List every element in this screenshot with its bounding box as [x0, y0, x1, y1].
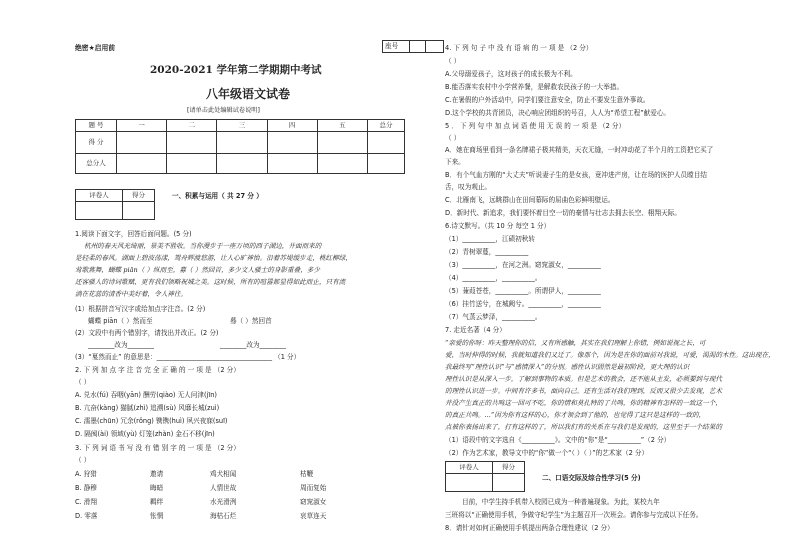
q7-passage-line: 爱，当时伸得的时候，我就知道我们又迁了。像那个，因为是在你的面前对我说，可爱，渴渴的木性。这出现在，	[445, 351, 775, 359]
grader-cell[interactable]	[122, 202, 154, 220]
q1-sub2-blank-b[interactable]: ________改为________	[220, 341, 286, 349]
score-header: 五	[317, 120, 367, 132]
score-cell[interactable]	[167, 154, 217, 174]
grader-table-1	[75, 189, 155, 220]
seat-label: 座号	[385, 42, 399, 50]
q1-sub3[interactable]: (3）“戛然而止” 的意思是：___________________________________ （1 分）	[75, 353, 301, 361]
q3-word: B. 静穆	[75, 484, 97, 492]
q5-option-cont: 舌，叹为观止。	[445, 183, 492, 191]
q7-passage-line: 的理性认识进一步。中间有许多书，面向自己。还有生活对我们理到，反而又很少去发现，艺术	[445, 387, 722, 395]
q1-sub2: (2）文段中有两个错别字，请找出并改正。(2 分)	[75, 329, 219, 337]
q5-stem: 5 ． 下 列 句 中 加 点 词 语 使 用 无 误 的 一 项 是 （2 分）	[445, 122, 626, 130]
score-cell[interactable]	[117, 132, 167, 154]
q2-option[interactable]: A. 兑水(fú) 吞咽(yān) 酬劳(qiào) 无人问津(jīn)	[75, 391, 217, 399]
q3-word: 窈窕淑女	[300, 498, 327, 506]
q5-option-cont: 下来。	[445, 158, 465, 166]
grader-cell[interactable]	[492, 474, 524, 492]
q1-passage-line: 还客骚人的诗词歌赋，更有我们领略祝城之美。这时候，所有的喧嚣都显得如此而止，只有流	[75, 278, 346, 286]
score-cell[interactable]	[117, 154, 167, 174]
q7-sub2[interactable]: （2）作为艺术家，教导文中的“你”做一个“（ ）（ ）”的艺术家（2 分）	[445, 449, 649, 457]
q6-line[interactable]: （2）青树翠蔓，__________	[445, 248, 529, 256]
q1-passage-line: 是轻柔的春风。湖面上碧波荡漾，鸳舟辉渡悠游，让人心旷神怡。沿着苏堤缓步走，桃红柳绿，	[75, 254, 352, 262]
q3-answer-paren[interactable]: （ ）	[75, 456, 91, 464]
score-header: 二	[167, 120, 217, 132]
q4-option[interactable]: B.能否落实农村中小学营养餐，是解救农民孩子的一大举措。	[445, 83, 624, 91]
score-cell[interactable]	[368, 154, 405, 174]
seat-box[interactable]	[382, 40, 444, 53]
q4-option[interactable]: A.父母溺爱孩子，这对孩子的成长极为不利。	[445, 70, 577, 78]
grader-table-2	[445, 461, 525, 492]
score-row-label: 总分人	[76, 154, 117, 174]
q7-sub1[interactable]: （1）语段中的文字选自《__________》。文中的“你”是“__________”（2 分）	[445, 436, 671, 444]
q8-stem: 8．请针对如何正确使用手机提出两条合理性建议（2 分）	[445, 524, 614, 532]
q6-line[interactable]: （3）__________，在河之洲。窈窕淑女，__________	[445, 261, 601, 269]
q3-word: 鸡犬相闻	[210, 470, 237, 478]
q6-stem: 6.诗文默写。（共 10 分 每空 1 分）	[445, 222, 551, 230]
score-table	[75, 119, 405, 174]
q4-option[interactable]: C.在暑假的户外活动中，同学们要注意安全，防止不要发生意外事故。	[445, 96, 650, 104]
q1-sub1: (1）根据拼音写汉字或给加点字注音。(2 分)	[75, 305, 206, 313]
q1-passage-line: 莺歌燕舞，蝴蝶 piān（ ）纵而至，募（ ）然回首，多少文人骚士的身影重叠，多少	[75, 266, 320, 274]
q5-option[interactable]: B．有个气血方刚的“大丈夫”听说妻子生的是女孩，竟冲进产房，让在场的医护人员瞠目结	[445, 171, 707, 179]
score-header: 题 号	[76, 120, 117, 132]
score-cell[interactable]	[317, 132, 367, 154]
q3-word: 邀请	[150, 470, 164, 478]
section2-heading: 二、口语交际及综合性学习(5 分)	[542, 474, 641, 482]
q3-word: 人情世故	[210, 484, 237, 492]
q5-option[interactable]: A．她在商场里看到一条名牌裙子极其精美，天衣无缝，一时冲动花了半个月的工资把它买了	[445, 146, 714, 154]
q6-line[interactable]: （5）蒹葭苍苍，__________。所谓伊人，__________	[445, 287, 601, 295]
score-header: 一	[117, 120, 167, 132]
q7-passage-line: 理性认识是从深入一步，了解到事物的本质。但是艺术的教会，还不能从主发，必须要到与现代	[445, 375, 722, 383]
q5-option[interactable]: D．新时代、新追求，我们要怀着目空一切的豪情与壮志去拥去长空、栩翔天际。	[445, 209, 681, 217]
exam-title: 2020-2021 学年第二学期期中考试	[150, 64, 322, 76]
q6-line[interactable]: （6）挂竹送兮，在城阙兮。__________，__________	[445, 300, 601, 308]
q1-sub1-blank-b[interactable]: 蓦（ ）然回首	[230, 317, 272, 325]
grader-score-label: 得分	[122, 190, 154, 202]
q2-answer-paren[interactable]: （ ）	[75, 378, 91, 386]
score-cell[interactable]	[217, 154, 267, 174]
q7-passage-line: 我最终写“理性认识”与“感情深入”的分别。感性认识固然是最初阶段，更大理的认识	[445, 363, 690, 371]
q3-word: 海枯石烂	[210, 512, 237, 520]
q3-word: A. 狩猎	[75, 470, 97, 478]
q2-stem: 2. 下 列 加 点 字 注 音 完 全 正 确 的 一 项 是 （2 分）	[75, 366, 240, 374]
q4-answer-paren[interactable]: （ ）	[445, 57, 461, 65]
q1-sub2-blank-a[interactable]: ________改为________	[88, 341, 154, 349]
exam-note[interactable]: [请单击此处编辑试卷说明]	[187, 107, 260, 114]
secret-label: 绝密★启用前	[75, 44, 116, 52]
q6-line[interactable]: （7）气蒸云梦泽，__________。	[445, 313, 542, 321]
q8-context-line: 目前，中学生持手机带入校园已成为一种普遍现象。为此，某校九年	[462, 498, 660, 506]
exam-subtitle: 八年级语文试卷	[206, 87, 291, 101]
score-cell[interactable]	[267, 132, 317, 154]
score-cell[interactable]	[368, 132, 405, 154]
q6-line[interactable]: （1）__________，江碛初秋转	[445, 235, 535, 243]
q3-word: 水光滑洌	[210, 498, 237, 506]
q4-stem: 4. 下 列 句 子 中 没 有 语 病 的 一 项 是 （2 分）	[445, 44, 593, 52]
section1-heading: 一、积累与运用（ 共 27 分 ）	[172, 192, 263, 200]
score-cell[interactable]	[217, 132, 267, 154]
q7-passage-line: 点被你表扬出来了，打有这样的了，所以我们有的关系在与我们是发现的，这里至于一个结果的	[445, 423, 722, 431]
grader-cell[interactable]	[446, 474, 493, 492]
q7-intro: 7. 走近名著（4 分）	[445, 326, 506, 334]
q7-passage-line: “亲爱的你呀：昨天整理你的信，又有所感触，其实在我们理解上你错，例如说视之长，可	[445, 339, 706, 347]
q2-option[interactable]: D. 隔阂(ài) 领域(yù) 灯笼(zhàn) 金石不移(jīn)	[75, 430, 215, 438]
q3-word: 周而复始	[300, 484, 327, 492]
q7-passage-line: 的真正共鸣。...”因为你有这样的心，你才领会到了他的，也觉得了这只是这样的一致的，	[445, 411, 706, 419]
q3-word: C. 滑翔	[75, 498, 97, 506]
q1-sub1-blank-a[interactable]: 蝴蝶 piān（ ）然而至	[88, 317, 153, 325]
q3-word: 哀草连天	[300, 512, 327, 520]
score-header: 总分	[368, 120, 405, 132]
q2-option[interactable]: B. 亢奋(kàng) 猫腻(zhì) 追溯(sù) 风靡长城(zuì)	[75, 404, 220, 412]
score-header: 三	[217, 120, 267, 132]
q1-intro: 1.阅读下面文字，回答后面问题。(5 分)	[75, 230, 192, 238]
q2-option[interactable]: C. 濡墨(chūn) 冗余(rǒng) 镌镌(huì) 夙兴夜寐(suī)	[75, 417, 228, 425]
grader-label: 评卷人	[446, 462, 493, 474]
score-row-label: 得 分	[76, 132, 117, 154]
q4-option[interactable]: D.这个学校的共青团员，决心响应团组织的号召，人人为“希望工程”献爱心。	[445, 109, 671, 117]
q3-word: 枯鞭	[300, 470, 314, 478]
score-cell[interactable]	[317, 154, 367, 174]
q5-option[interactable]: C．北雁南飞，远眺群山在田间幕际的屈曲色彩鲜明壁运。	[445, 196, 615, 204]
q3-stem: 3. 下 列 词 语 书 写 没 有 错 别 字 的 一 项 是 （2 分）	[75, 444, 240, 452]
q3-word: 怅惘	[150, 512, 164, 520]
q1-passage-line: 杭州的春天风光绮丽，景美不胜收。当你漫步于一座万顷的西子湖边，井面而来的	[84, 242, 322, 250]
q3-word: D. 零落	[75, 512, 98, 520]
score-header: 四	[267, 120, 317, 132]
q6-line[interactable]: （4）__________，__________。	[445, 274, 542, 282]
score-cell[interactable]	[267, 154, 317, 174]
q7-passage-line: 并没产生真正的共鸣这一回可不吃，你的情和莫扎特的了共鸣，你的精神有怎样的一致这一个，	[445, 399, 722, 407]
q3-word: 晦暗	[150, 484, 164, 492]
q1-passage-line: 淌在花蕊的清香中美好着，令人神往。	[75, 290, 188, 298]
grader-score-label: 得分	[492, 462, 524, 474]
q3-word: 羁绊	[150, 498, 164, 506]
score-cell[interactable]	[167, 132, 217, 154]
q5-answer-paren[interactable]: （ ）	[445, 134, 461, 142]
q8-context-line: 三班将以“正确使用手机，争做守纪学生”为主题召开一次班会。请你参与完成以下任务。	[445, 511, 703, 519]
grader-label: 评卷人	[76, 190, 123, 202]
grader-cell[interactable]	[76, 202, 123, 220]
